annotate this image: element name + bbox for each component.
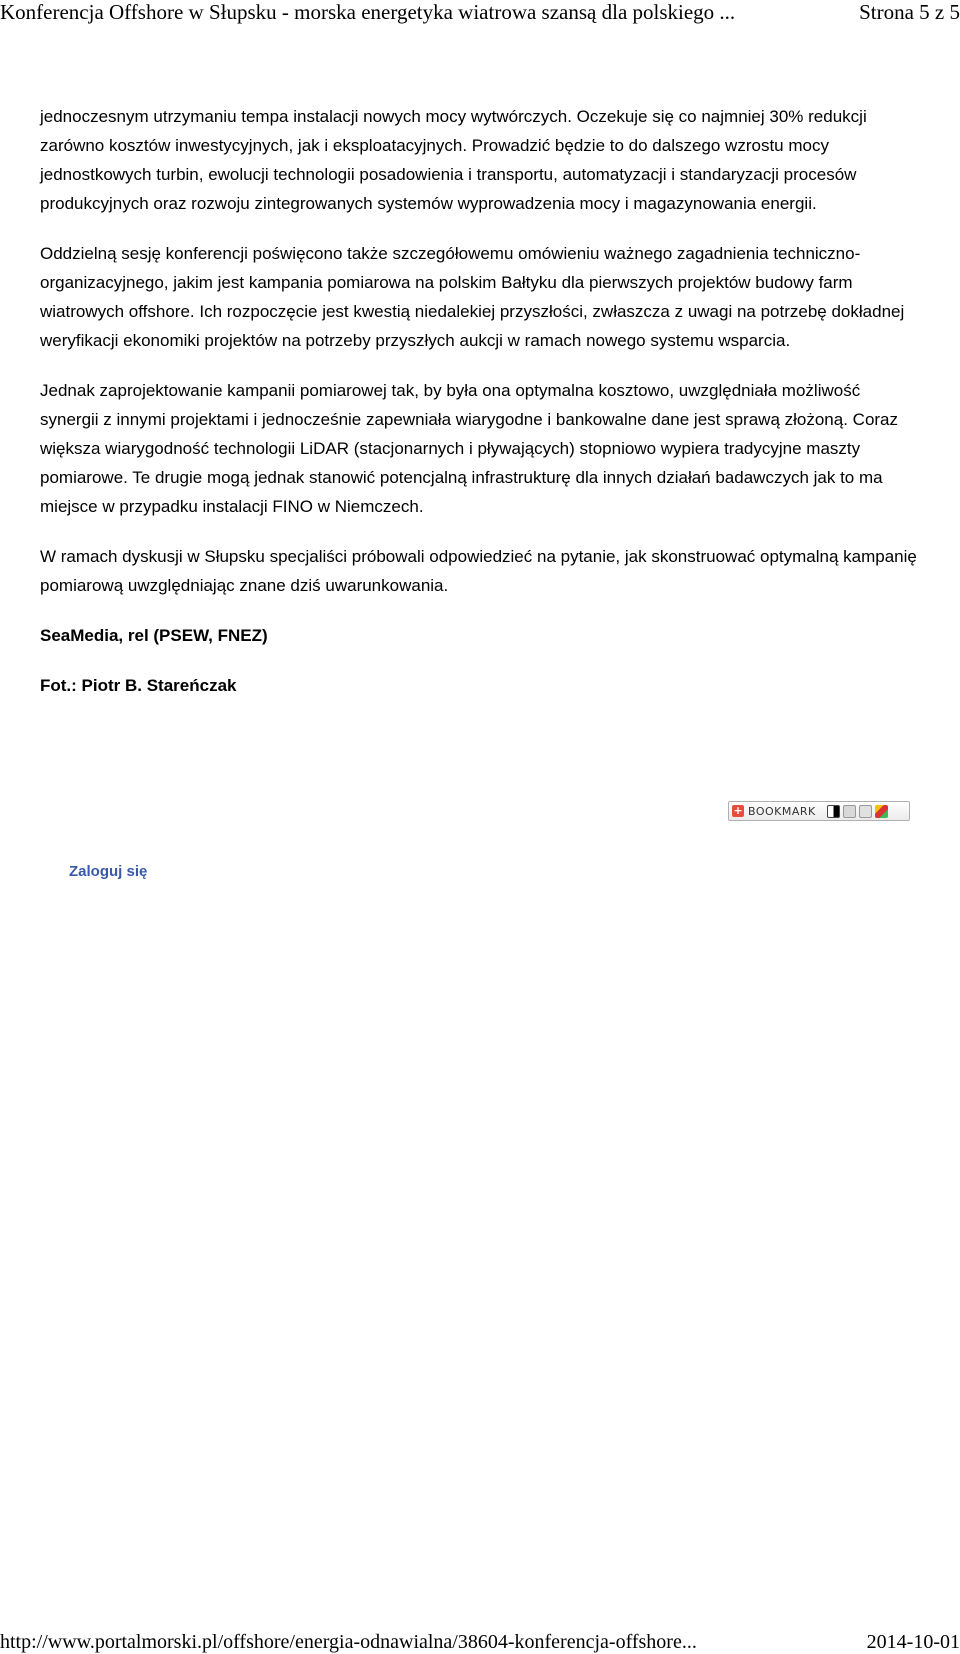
page-indicator: Strona 5 z 5: [859, 0, 960, 24]
photo-credit: Fot.: Piotr B. Stareńczak: [40, 676, 237, 695]
print-header: [0, 0, 960, 28]
login-link[interactable]: Zaloguj się: [69, 863, 148, 880]
article-paragraph-2: Oddzielną sesję konferencji poświęcono także szczegółowemu omówieniu ważnego zagadnienia techniczno-organizacyjnego, jakim jest kampania pomiarowa na polskim Bałtyku dla pierwszych projektów budowy farm wiatrowych offshore. Ich rozpoczęcie jest kwestią niedalekiej przyszłości, zwłaszcza z uwagi na potrzebę dokładnej weryfikacji ekonomiki projektów na potrzeby przyszłych aukcji w ramach nowego systemu wsparcia.: [40, 244, 905, 350]
bookmark-label: BOOKMARK: [748, 804, 816, 818]
page-url: http://www.portalmorski.pl/offshore/energia-odnawialna/38604-konferencja-offshore...: [0, 1631, 697, 1653]
bookmark-widget: [728, 801, 910, 821]
delicious-icon: [827, 805, 840, 818]
print-date: 2014-10-01: [866, 1631, 960, 1653]
plus-icon: +: [733, 804, 743, 817]
page-title: Konferencja Offshore w Słupsku - morska energetyka wiatrowa szansą dla polskiego ...: [0, 0, 736, 24]
article-paragraph-4: W ramach dyskusji w Słupsku specjaliści próbowali odpowiedzieć na pytanie, jak skonstruować optymalną kampanię pomiarową uwzględniając znane dziś uwarunkowania.: [40, 547, 917, 595]
google-icon: [875, 805, 888, 818]
digg-icon: [843, 805, 856, 818]
yahoo-icon: [859, 805, 872, 818]
bookmark-button[interactable]: [728, 801, 910, 821]
article-paragraph-1: jednoczesnym utrzymaniu tempa instalacji nowych mocy wytwórczych. Oczekuje się co najmniej 30% redukcji zarówno kosztów inwestycyjnych, jak i eksploatacyjnych. Prowadzić będzie to do dalszego wzrostu mocy jednostkowych turbin, ewolucji technologii posadowienia i transportu, automatyzacji i standaryzacji procesów produkcyjnych oraz rozwoju zintegrowanych systemów wyprowadzenia mocy i magazynowania energii.: [40, 107, 867, 213]
article-paragraph-3: Jednak zaprojektowanie kampanii pomiarowej tak, by była ona optymalna kosztowo, uwzględniała możliwość synergii z innymi projektami i jednocześnie zapewniała wiarygodne i bankowalne dane jest sprawą złożoną. Coraz większa wiarygodność technologii LiDAR (stacjonarnych i pływających) stopniowo wypiera tradycyjne maszty pomiarowe. Te drugie mogą jednak stanowić potencjalną infrastrukturę dla innych działań badawczych jak to ma miejsce w przypadku instalacji FINO w Niemczech.: [40, 381, 899, 516]
print-footer: [0, 1628, 960, 1654]
article-source: SeaMedia, rel (PSEW, FNEZ): [40, 626, 268, 645]
article-body: [40, 102, 920, 721]
